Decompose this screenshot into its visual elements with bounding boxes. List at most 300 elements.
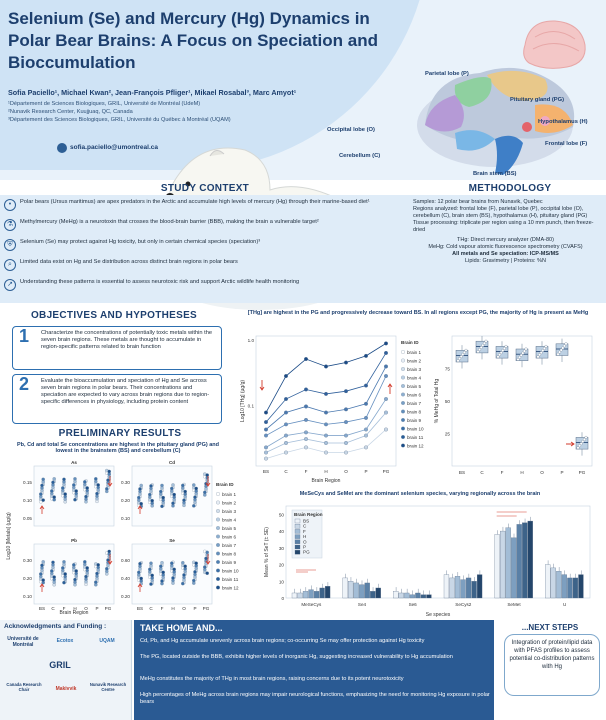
context-item-4: Limited data exist on Hg and Se distribution across distinct brain regions in polar bears — [20, 259, 238, 265]
metals-point — [40, 484, 43, 487]
thg-point — [284, 397, 288, 401]
mehg-point — [565, 343, 568, 346]
objective-2-text: Evaluate the bioaccumulation and speciation of Hg and Se across seven brain regions in polar bears. Their concentrations and speciation are expected to vary across brain regions due to region-specific differences in physiology, including protein content — [41, 378, 210, 406]
thg-point — [324, 423, 328, 427]
thg-xtick: H — [324, 469, 328, 474]
affiliation-3: ³Département des Sciences Biologiques, GRIL, Université du Québec à Montréal (UQAM) — [8, 117, 231, 123]
se-legend-label: PG — [303, 549, 310, 555]
metals-point — [159, 565, 162, 568]
metals-point — [72, 563, 75, 566]
thg-legend-marker — [401, 444, 405, 448]
metals-legend-label: brain 3 — [222, 509, 237, 514]
se-bar — [393, 591, 398, 598]
thg-xtick: PG — [382, 469, 390, 474]
metals-point — [50, 569, 53, 572]
metals-point — [170, 487, 173, 490]
se-bar — [466, 578, 471, 598]
objectives-heading: OBJECTIVES AND HYPOTHESES — [30, 310, 198, 321]
thg-ytick: 0.1 — [247, 403, 254, 409]
thg-legend-label: brain 12 — [407, 443, 424, 449]
thg-point — [364, 446, 368, 450]
metals-point — [137, 571, 140, 574]
se-legend-label: H — [303, 534, 307, 540]
se-legend-label: P — [303, 544, 307, 550]
logo-makivvik: Makivvik — [55, 686, 77, 692]
se-bar — [354, 583, 359, 598]
label-frontal-lobe: Frontal lobe (F) — [545, 141, 588, 147]
thg-point — [384, 365, 388, 369]
thg-point — [264, 457, 268, 461]
se-legend-label: BS — [303, 518, 310, 524]
thg-legend-marker — [401, 427, 405, 431]
metals-legend-label: brain 6 — [222, 534, 237, 540]
se-bar — [567, 578, 572, 598]
metals-legend-label: brain 7 — [222, 543, 237, 548]
thg-legend-label: brain 3 — [407, 367, 422, 372]
metals-legend-label: brain 9 — [222, 560, 237, 565]
label-pituitary-gland: Pituitary gland (PG) — [510, 97, 565, 103]
metals-point — [192, 579, 195, 582]
thg-point — [324, 451, 328, 455]
label-hypothalamus: Hypothalamus (H) — [538, 119, 588, 125]
se-bar — [477, 575, 482, 598]
metals-xtick: BS — [38, 606, 46, 611]
metals-point — [181, 561, 184, 564]
metals-point — [95, 492, 98, 495]
se-bar — [298, 593, 303, 598]
metals-ytick: 0.15 — [23, 480, 32, 485]
thg-point — [304, 388, 308, 392]
objectives-section — [4, 310, 224, 426]
se-bar — [376, 588, 381, 598]
metals-point — [149, 562, 152, 565]
metals-point — [62, 560, 65, 563]
metals-ytick: 0.05 — [23, 516, 32, 521]
metals-legend-label: brain 11 — [222, 577, 239, 582]
se-bar — [292, 593, 297, 598]
se-legend-swatch — [295, 519, 300, 523]
se-speciation-chart — [260, 500, 600, 618]
metals-point — [39, 492, 42, 495]
objective-2 — [12, 374, 222, 424]
se-bar — [517, 524, 522, 598]
objective-1 — [12, 326, 222, 370]
thg-point — [324, 434, 328, 438]
thg-point — [264, 446, 268, 450]
se-bar — [314, 591, 319, 598]
metals-point — [50, 489, 53, 492]
se-bar — [399, 593, 404, 598]
thg-point — [284, 441, 288, 445]
se-bar — [343, 578, 348, 598]
metals-legend-marker — [216, 560, 220, 564]
metals-ytick: 0.10 — [23, 594, 32, 599]
thg-point — [384, 342, 388, 346]
thg-point — [304, 431, 308, 435]
thg-point — [344, 451, 348, 455]
thg-point — [344, 408, 348, 412]
metals-point — [182, 573, 185, 576]
metals-point — [160, 561, 163, 564]
metals-ytick: 0.40 — [121, 576, 130, 581]
thg-ytick: 1.0 — [247, 338, 254, 343]
thg-point — [284, 411, 288, 415]
metals-legend-marker — [216, 535, 220, 539]
metals-legend-label: brain 2 — [222, 500, 237, 506]
metals-xtick: P — [193, 606, 197, 611]
thg-point — [364, 402, 368, 406]
methodology-panel — [405, 195, 606, 303]
metals-point — [62, 581, 65, 584]
thg-point — [284, 374, 288, 378]
thg-point — [364, 434, 368, 438]
thg-legend-marker — [401, 410, 405, 414]
metals-point — [75, 489, 78, 492]
metals-point — [160, 484, 163, 487]
se-bar — [528, 521, 533, 598]
affiliation-1: ¹Département de Sciences Biologiques, GRIL, Université de Montréal (UdeM) — [8, 101, 201, 107]
se-ylabel: Mean % of SeT (± SE) — [264, 527, 270, 577]
metals-point — [73, 578, 76, 581]
se-bar — [421, 595, 426, 598]
metals-point — [97, 483, 100, 486]
se-legend-label: C — [303, 523, 307, 529]
se-ytick: 0 — [281, 596, 284, 601]
metals-point — [195, 487, 198, 490]
metals-caption: Pb, Cd and total Se concentrations are highest in the pituitary gland (PG) and lowest in the brainstem (BS) and cerebellum (C) — [17, 442, 219, 454]
metals-point — [192, 504, 195, 507]
thg-legend-marker — [401, 350, 405, 354]
thg-point — [364, 428, 368, 432]
metals-point — [140, 484, 143, 487]
se-bar — [415, 593, 420, 598]
metals-point — [51, 481, 54, 484]
se-legend-swatch — [295, 550, 300, 554]
metals-legend-marker — [216, 569, 220, 573]
mehg-point — [585, 436, 588, 439]
se-legend-swatch — [295, 545, 300, 549]
logo-uqam: UQAM — [99, 638, 115, 644]
molecule-icon: ⚗ — [4, 219, 16, 231]
metals-legend-label: brain 1 — [222, 492, 237, 497]
se-xtick: U — [563, 602, 567, 607]
metals-point — [148, 568, 151, 571]
thg-point — [384, 351, 388, 355]
thg-point — [384, 428, 388, 432]
metals-point — [61, 486, 64, 489]
metals-point — [53, 477, 56, 480]
se-bar — [359, 585, 364, 598]
metals-point — [84, 495, 87, 498]
se-bar — [450, 578, 455, 598]
mehg-xtick: PG — [578, 470, 586, 475]
metals-point — [173, 493, 176, 496]
take-home-panel — [134, 620, 494, 720]
logo-nunavik-research-centre: Nunavik Research Centre — [89, 682, 127, 692]
se-legend-swatch — [295, 540, 300, 544]
metals-point — [51, 561, 54, 564]
thg-point — [324, 365, 328, 369]
metals-point — [204, 557, 207, 560]
thg-point — [264, 428, 268, 432]
poster-title: Selenium (Se) and Mercury (Hg) Dynamics in Polar Bear Brains: A Focus on Speciation and Bioccumulation — [8, 9, 378, 72]
logo-canada-research-chair: Canada Research Chair — [6, 682, 42, 692]
mehg-point — [505, 345, 508, 348]
mehg-point — [465, 349, 468, 352]
thg-caption: [THg] are highest in the PG and progressively decrease toward BS. In all regions except PG, the majority of Hg is present as MeHg — [247, 310, 589, 316]
results-heading: PRELIMINARY RESULTS — [58, 428, 182, 439]
thg-legend-marker — [401, 393, 405, 397]
metals-ytick: 0.20 — [121, 594, 130, 599]
metals-legend-marker — [216, 552, 220, 556]
metals-panel-frame — [132, 544, 212, 604]
se-bar — [578, 575, 583, 598]
thg-point — [284, 434, 288, 438]
se-legend-title: Brain Region — [294, 512, 323, 517]
metals-point — [108, 550, 111, 553]
metals-point — [162, 496, 165, 499]
metals-point — [140, 502, 143, 505]
thg-legend-label: brain 11 — [407, 435, 424, 440]
metals-ytick: 0.20 — [23, 576, 32, 581]
thg-xtick: F — [304, 469, 308, 474]
se-xtick: Se4 — [357, 602, 367, 607]
mehg-xtick: P — [560, 470, 564, 475]
thg-legend-marker — [401, 401, 405, 405]
mehg-point — [485, 340, 488, 343]
logo-udem: Université de Montréal — [7, 636, 39, 648]
metals-xtick: PG — [104, 606, 112, 611]
objective-2-number: 2 — [19, 374, 30, 394]
metals-panel-title-Cd: Cd — [168, 460, 176, 465]
metals-point — [42, 499, 45, 502]
metals-point — [106, 479, 109, 482]
metals-ytick: 0.20 — [121, 498, 130, 503]
se-bar — [461, 580, 466, 598]
take-home-item-3: MeHg constitutes the majority of THg in most brain regions, raising concerns due to its potent neurotoxicity — [140, 676, 404, 682]
metals-point — [203, 491, 206, 494]
se-ytick: 50 — [278, 512, 284, 518]
thg-legend-marker — [401, 376, 405, 380]
thg-point — [324, 441, 328, 445]
metals-point — [140, 577, 143, 580]
thg-legend-label: brain 4 — [407, 375, 422, 381]
metals-point — [64, 492, 67, 495]
metals-point — [171, 502, 174, 505]
metals-legend-label: brain 10 — [222, 568, 239, 574]
next-steps-box: Integration of protein/lipid data with PFAS profiles to assess potential co-distribution patterns with Hg — [504, 634, 600, 696]
metals-point — [206, 572, 209, 575]
method-regions: Regions analyzed: frontal lobe (F), parietal lobe (P), occipital lobe (O), cerebellum (C), brain stem (BS), hypothalamus (H), pituitary gland (PG) — [413, 206, 588, 219]
metals-point — [42, 578, 45, 581]
metals-xtick: F — [62, 606, 66, 611]
metals-point — [184, 565, 187, 568]
method-metals: All metals and Se speciation: ICP-MS/MS — [452, 251, 559, 257]
mehg-point — [525, 348, 528, 351]
metals-point — [94, 581, 97, 584]
se-xtick: MeSeCys — [301, 602, 322, 607]
metals-xtick: PG — [202, 606, 210, 611]
se-bar — [506, 528, 511, 598]
study-context-heading: STUDY CONTEXT — [160, 183, 250, 194]
thg-point — [344, 361, 348, 365]
next-steps-panel — [494, 620, 606, 720]
metals-point — [184, 490, 187, 493]
metals-point — [162, 571, 165, 574]
metals-ytick: 0.30 — [23, 558, 32, 563]
thg-point — [304, 405, 308, 409]
se-bar — [370, 591, 375, 598]
se-bar — [562, 575, 567, 598]
metals-legend-marker — [216, 586, 220, 590]
thg-point — [344, 420, 348, 424]
metals-legend-title: Brain ID — [216, 482, 234, 487]
se-bar — [500, 531, 505, 598]
se-legend-swatch — [295, 535, 300, 539]
thg-xtick: C — [284, 469, 288, 474]
chart-icon: ↗ — [4, 279, 16, 291]
se-bar — [556, 571, 561, 598]
thg-legend-marker — [401, 418, 405, 422]
thg-point — [384, 397, 388, 401]
metals-point — [94, 477, 97, 480]
se-bar — [348, 581, 353, 598]
brain-illustration — [327, 15, 600, 180]
thg-point — [304, 446, 308, 450]
label-cerebellum: Cerebellum (C) — [339, 153, 381, 159]
objective-1-text: Characterize the concentrations of potentially toxic metals within the seven brain regions. These metals are thought to accumulate in region-specific patterns related to brain function — [41, 330, 213, 351]
metals-xtick: F — [160, 606, 164, 611]
metals-point — [206, 551, 209, 554]
metals-point — [171, 576, 174, 579]
thg-legend-label: brain 1 — [407, 350, 422, 355]
se-bar — [545, 565, 550, 598]
metals-ytick: 0.10 — [23, 498, 32, 503]
se-bar — [404, 593, 409, 598]
metals-point — [42, 560, 45, 563]
se-xtick: SeMet — [507, 602, 521, 607]
mehg-xtick: BS — [458, 470, 466, 475]
method-mehg: MeHg: Cold vapour atomic fluorescence spectrometry (CVAFS) — [428, 244, 583, 250]
metals-ytick: 0.10 — [121, 516, 130, 521]
thg-point — [264, 420, 268, 424]
thg-legend-label: brain 5 — [407, 384, 422, 389]
method-tissue: Tissue processing: triplicate per region using a 10 mm punch, then freeze-dried — [413, 220, 594, 233]
metals-point — [170, 562, 173, 565]
metals-point — [97, 563, 100, 566]
se-legend-label: F — [303, 528, 306, 534]
se-bar — [511, 538, 516, 598]
metals-point — [75, 569, 78, 572]
logo-ecotox: Ecotox — [56, 638, 74, 644]
metals-point — [53, 496, 56, 499]
metals-point — [84, 575, 87, 578]
metals-point — [193, 496, 196, 499]
metals-legend-marker — [216, 577, 220, 581]
study-context-panel — [0, 195, 410, 303]
thg-plot-frame — [256, 336, 396, 466]
metals-ytick: 0.60 — [121, 558, 130, 563]
metals-point — [160, 505, 163, 508]
paw-icon: • — [4, 199, 16, 211]
se-legend-swatch — [295, 529, 300, 533]
thg-legend-marker — [401, 367, 405, 371]
metals-point — [192, 483, 195, 486]
se-bar — [426, 595, 431, 598]
thg-legend-marker — [401, 359, 405, 363]
se-ytick: 30 — [278, 545, 284, 551]
author-list — [8, 88, 296, 124]
metals-point — [138, 487, 141, 490]
thg-point — [364, 416, 368, 420]
context-item-1: Polar bears (Ursus maritimus) are apex predators in the Arctic and accumulate high levels of mercury (Hg) through their marine-based diet¹ — [20, 199, 370, 205]
metals-legend-label: brain 4 — [222, 517, 237, 523]
se-bar — [495, 534, 500, 598]
method-thg: THg: Direct mercury analyzer (DMA-80) — [457, 237, 554, 243]
acknowledgments-panel — [0, 620, 132, 720]
email-address[interactable]: sofia.paciello@umontreal.ca — [70, 144, 158, 151]
method-samples: Samples: 12 polar bear brains from Nunavik, Quebec — [413, 199, 543, 205]
thg-xtick: BS — [262, 469, 270, 474]
context-item-2: Methylmercury (MeHg) is a neurotoxin that crosses the blood-brain barrier (BBB), making the brain a vulnerable target² — [20, 219, 319, 225]
metals-legend-marker — [216, 518, 220, 522]
thg-point — [264, 434, 268, 438]
thg-xlabel: Brain Region — [311, 478, 341, 484]
metals-point — [151, 499, 154, 502]
thg-legend-title: Brain ID — [401, 340, 419, 345]
metals-point — [182, 499, 185, 502]
metals-chart — [4, 456, 240, 616]
search-icon: ⌕ — [4, 259, 16, 271]
thg-legend-label: brain 8 — [407, 409, 422, 415]
thg-point — [384, 411, 388, 415]
metals-point — [193, 570, 196, 573]
thg-point — [264, 451, 268, 455]
se-bar — [309, 590, 314, 598]
metals-point — [42, 478, 45, 481]
thg-legend-label: brain 6 — [407, 392, 422, 398]
metals-point — [62, 478, 65, 481]
metals-xtick: C — [149, 606, 153, 611]
thg-point — [304, 418, 308, 422]
logo-gril: GRIL — [49, 660, 71, 670]
authors-line: Sofia Paciello¹, Michael Kwan², Jean-François Pfliger¹, Mikael Rosabal³, Marc Amyot¹ — [8, 88, 297, 97]
thg-xtick: P — [364, 469, 368, 474]
metals-xtick: O — [182, 606, 186, 611]
thg-legend-label: brain 9 — [407, 418, 422, 423]
mehg-ytick: 25 — [444, 431, 450, 437]
metals-panel-title-Se: Se — [169, 538, 175, 543]
metals-panel-frame — [34, 466, 114, 526]
metals-point — [160, 579, 163, 582]
thg-line-chart — [236, 328, 446, 488]
thg-point — [284, 451, 288, 455]
mehg-percent-chart — [428, 328, 600, 488]
thg-point — [344, 434, 348, 438]
thg-legend-marker — [401, 384, 405, 388]
se-bar — [365, 583, 370, 598]
metals-ylabel: Log10 [Metals] (µg/g) — [6, 512, 12, 560]
metals-point — [181, 582, 184, 585]
metals-xtick: C — [51, 606, 55, 611]
metals-point — [149, 484, 152, 487]
metals-point — [159, 490, 162, 493]
metals-legend-label: brain 5 — [222, 526, 237, 531]
take-home-item-2: The PG, located outside the BBB, exhibits higher levels of inorganic Hg, suggesting increased vulnerability to Hg accumulation — [140, 654, 453, 660]
metals-point — [151, 574, 154, 577]
metals-legend-marker — [216, 492, 220, 496]
metals-point — [137, 496, 140, 499]
